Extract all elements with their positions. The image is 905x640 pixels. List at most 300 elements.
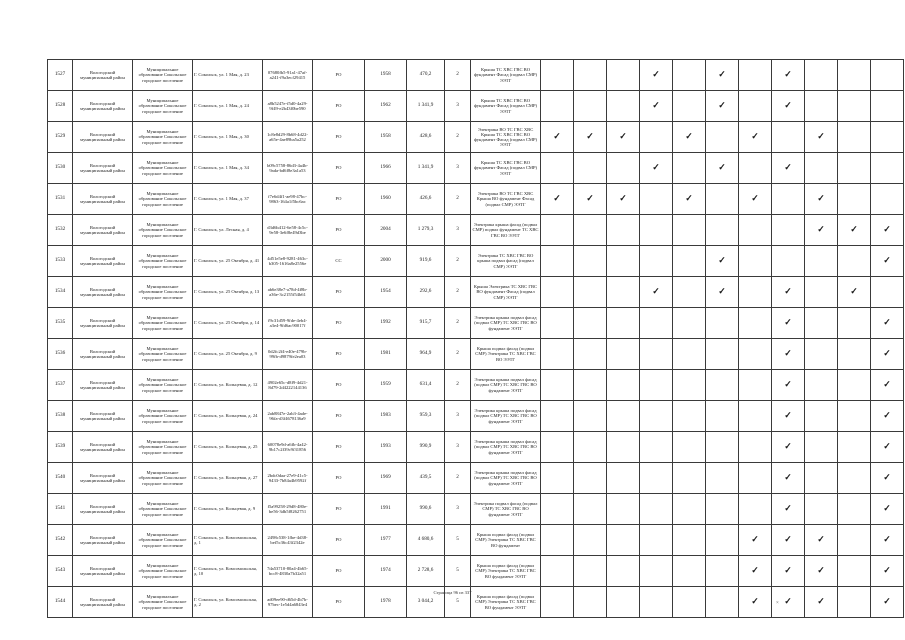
address-cell: Г. Сокольск, ул. 25 Октября, д. 9 xyxy=(193,339,263,370)
check-cell xyxy=(541,432,574,463)
table-row xyxy=(48,184,904,215)
guid-cell: 07680fb5-91a1-47af-a241-f9a3ecf29415 xyxy=(263,60,313,91)
guid-cell: 7da53710-80a4-4b65-bcc8-4830a7b32a51 xyxy=(263,556,313,587)
check-cell: ✓ xyxy=(871,339,904,370)
check-cell: ✓ xyxy=(706,91,739,122)
area-cell: 428,6 xyxy=(407,122,445,153)
check-cell xyxy=(541,339,574,370)
check-cell xyxy=(871,122,904,153)
check-cell: ✓ xyxy=(871,525,904,556)
check-cell xyxy=(706,556,739,587)
address-cell: Г. Сокольск, ул. Комсомольская, д. 10 xyxy=(193,556,263,587)
row-number: 1538 xyxy=(48,401,73,432)
check-cell xyxy=(739,91,772,122)
check-cell: ✓ xyxy=(607,122,640,153)
check-cell: ✓ xyxy=(871,370,904,401)
check-cell xyxy=(607,339,640,370)
check-cell xyxy=(739,370,772,401)
check-cell: ✓ xyxy=(805,556,838,587)
works-cell: Электрика ТС ХВС ГВС ВО крыша подвал фасад (подвал СМР) ЭЭТГ xyxy=(471,246,541,277)
row-number: 1531 xyxy=(48,184,73,215)
check-cell: ✓ xyxy=(574,122,607,153)
check-cell xyxy=(871,91,904,122)
check-cell xyxy=(805,494,838,525)
row-number: 1544 xyxy=(48,587,73,618)
check-cell: ✓ xyxy=(871,494,904,525)
area-cell: 1 341,9 xyxy=(407,91,445,122)
check-cell xyxy=(640,122,673,153)
check-cell xyxy=(739,277,772,308)
check-cell: ✓ xyxy=(541,122,574,153)
check-cell xyxy=(673,215,706,246)
floors-cell: 2 xyxy=(445,184,471,215)
check-cell xyxy=(739,60,772,91)
check-cell xyxy=(838,91,871,122)
check-cell xyxy=(541,308,574,339)
check-cell: ✓ xyxy=(541,184,574,215)
check-cell xyxy=(871,60,904,91)
area-cell: 631,4 xyxy=(407,370,445,401)
settlement-cell: Муниципальное образование Сокольское городское поселение xyxy=(133,215,193,246)
check-cell xyxy=(541,153,574,184)
check-cell: ✓ xyxy=(871,556,904,587)
area-cell: 959,3 xyxy=(407,401,445,432)
check-cell xyxy=(838,60,871,91)
floors-cell: 2 xyxy=(445,246,471,277)
works-cell: Крыша Электрика ТС ХВС ГВС ВО фундамент Фасад (подвал СМР) ЭЭТГ xyxy=(471,277,541,308)
check-cell xyxy=(574,339,607,370)
check-cell xyxy=(574,494,607,525)
check-cell xyxy=(805,60,838,91)
check-cell: ✓ xyxy=(739,122,772,153)
year-cell: 2004 xyxy=(365,215,407,246)
check-cell xyxy=(607,432,640,463)
check-cell xyxy=(607,153,640,184)
check-cell: ✓ xyxy=(871,308,904,339)
check-cell xyxy=(805,153,838,184)
table-row xyxy=(48,60,904,91)
table-row xyxy=(48,339,904,370)
check-cell xyxy=(805,432,838,463)
type-cell: РО xyxy=(313,401,365,432)
address-cell: Г. Сокольск, ул. Кольцевая, д. 27 xyxy=(193,463,263,494)
check-cell xyxy=(607,60,640,91)
check-cell xyxy=(640,494,673,525)
check-cell: ✓ xyxy=(772,587,805,618)
check-cell xyxy=(838,463,871,494)
check-cell xyxy=(838,339,871,370)
check-cell xyxy=(574,401,607,432)
check-cell: ✓ xyxy=(706,153,739,184)
check-cell xyxy=(838,184,871,215)
area-cell: 2 728,6 xyxy=(407,556,445,587)
area-cell: 1 341,9 xyxy=(407,153,445,184)
guid-cell: 4d51e5e8-9281-463c-b305-1616a8e2556e xyxy=(263,246,313,277)
table-row xyxy=(48,556,904,587)
check-cell xyxy=(640,432,673,463)
check-cell xyxy=(673,370,706,401)
check-cell: ✓ xyxy=(673,122,706,153)
guid-cell: a8b5247e-f5d0-4a29-9f49-e2b43f0be590 xyxy=(263,91,313,122)
check-cell: ✓ xyxy=(805,184,838,215)
check-cell xyxy=(838,401,871,432)
check-cell xyxy=(574,215,607,246)
type-cell: РО xyxy=(313,277,365,308)
check-cell xyxy=(607,370,640,401)
address-cell: Г. Сокольск, ул. Кольцевая, д. 12 xyxy=(193,370,263,401)
year-cell: 1992 xyxy=(365,308,407,339)
check-cell xyxy=(706,122,739,153)
check-cell xyxy=(838,525,871,556)
check-cell xyxy=(541,91,574,122)
guid-cell: d3d6b412-6e58-4c5c-9e58-3e6f8e49d3be xyxy=(263,215,313,246)
check-cell xyxy=(706,463,739,494)
floors-cell: 2 xyxy=(445,277,471,308)
check-cell: ✓ xyxy=(805,215,838,246)
check-cell xyxy=(673,153,706,184)
district-cell: Вологодский муниципальный район xyxy=(73,215,133,246)
guid-cell: 2bdc0daa-27e9-41c5-9433-7b84a4b9592f xyxy=(263,463,313,494)
check-cell xyxy=(640,308,673,339)
year-cell: 1969 xyxy=(365,463,407,494)
check-cell xyxy=(673,401,706,432)
check-cell xyxy=(607,556,640,587)
type-cell: РО xyxy=(313,556,365,587)
check-cell: ✓ xyxy=(871,587,904,618)
check-cell: ✓ xyxy=(772,494,805,525)
area-cell: 4 680,6 xyxy=(407,525,445,556)
type-cell: РО xyxy=(313,60,365,91)
guid-cell: 60078e9d-a6fb-4a42-9b17c2f39c9f31856 xyxy=(263,432,313,463)
address-cell: Г. Сокольск, ул. 1 Мая, д. 30 xyxy=(193,122,263,153)
settlement-cell: Муниципальное образование Сокольское городское поселение xyxy=(133,432,193,463)
year-cell: 1960 xyxy=(365,184,407,215)
area-cell: 426,6 xyxy=(407,184,445,215)
table-row xyxy=(48,525,904,556)
check-cell: ✓ xyxy=(772,525,805,556)
settlement-cell: Муниципальное образование Сокольское городское поселение xyxy=(133,370,193,401)
check-cell xyxy=(838,556,871,587)
check-cell xyxy=(574,525,607,556)
check-cell: ✓ xyxy=(772,463,805,494)
check-cell xyxy=(673,277,706,308)
check-cell: ✓ xyxy=(805,525,838,556)
district-cell: Вологодский муниципальный район xyxy=(73,91,133,122)
floors-cell: 3 xyxy=(445,215,471,246)
check-cell xyxy=(673,556,706,587)
address-cell: Г. Сокольск, ул. 1 Мая, д. 34 xyxy=(193,153,263,184)
floors-cell: 2 xyxy=(445,463,471,494)
works-cell: Электрика ВО ТС ГВС ХВС Крыша ВО фундамент Фасад (подвал СМР) ЭЭТГ xyxy=(471,184,541,215)
check-cell xyxy=(574,277,607,308)
year-cell: 1954 xyxy=(365,277,407,308)
check-cell: ✓ xyxy=(871,215,904,246)
check-cell: ✓ xyxy=(772,339,805,370)
floors-cell: 3 xyxy=(445,432,471,463)
check-cell xyxy=(739,494,772,525)
check-cell: ✓ xyxy=(772,60,805,91)
address-cell: Г. Сокольск, ул. 1 Мая, д. 23 xyxy=(193,60,263,91)
row-number: 1527 xyxy=(48,60,73,91)
year-cell: 1958 xyxy=(365,60,407,91)
address-cell: Г. Сокольск, ул. Комсомольская, д. 2 xyxy=(193,587,263,618)
check-cell xyxy=(838,370,871,401)
type-cell: РО xyxy=(313,339,365,370)
works-cell: Электрика крыша подвал фасад (подвал СМР) ТС ХВС ГВС ВО фундамент ЭЭТГ xyxy=(471,432,541,463)
area-cell: 1 279,3 xyxy=(407,215,445,246)
check-cell xyxy=(805,308,838,339)
works-cell: Крыша подвал фасад (подвал СМР) Электрика ТС ХВС ГВС ВО ЭЭТГ xyxy=(471,339,541,370)
check-cell xyxy=(673,91,706,122)
check-cell xyxy=(772,246,805,277)
type-cell: РО xyxy=(313,215,365,246)
check-cell xyxy=(706,494,739,525)
guid-cell: f7e6d4f1-ae98-47bc-9863-164a1f5bc6ac xyxy=(263,184,313,215)
address-cell: Г. Сокольск, ул. Кольцевая, д. 25 xyxy=(193,432,263,463)
register-table-body xyxy=(48,60,904,618)
check-cell xyxy=(805,277,838,308)
check-cell xyxy=(574,91,607,122)
district-cell: Вологодский муниципальный район xyxy=(73,432,133,463)
settlement-cell: Муниципальное образование Сокольское городское поселение xyxy=(133,401,193,432)
row-number: 1534 xyxy=(48,277,73,308)
check-cell xyxy=(541,494,574,525)
guid-cell: f9c31d59-9fde-4eb4-a3e4-9fd6ac90017f xyxy=(263,308,313,339)
check-cell xyxy=(640,215,673,246)
check-cell xyxy=(574,370,607,401)
check-cell xyxy=(541,246,574,277)
table-row xyxy=(48,91,904,122)
check-cell xyxy=(706,184,739,215)
check-cell xyxy=(640,463,673,494)
area-cell: 964,9 xyxy=(407,339,445,370)
check-cell xyxy=(541,525,574,556)
check-cell xyxy=(838,153,871,184)
settlement-cell: Муниципальное образование Сокольское городское поселение xyxy=(133,556,193,587)
check-cell xyxy=(541,370,574,401)
check-cell: ✓ xyxy=(640,91,673,122)
guid-cell: b09c5758-86d3-4a4b-9ada-bd6f8e3a1a53 xyxy=(263,153,313,184)
check-cell: ✓ xyxy=(772,153,805,184)
check-cell xyxy=(871,277,904,308)
area-cell: 990,9 xyxy=(407,432,445,463)
check-cell xyxy=(574,153,607,184)
district-cell: Вологодский муниципальный район xyxy=(73,494,133,525)
check-cell: ✓ xyxy=(607,184,640,215)
row-number: 1539 xyxy=(48,432,73,463)
type-cell: РО xyxy=(313,587,365,618)
settlement-cell: Муниципальное образование Сокольское городское поселение xyxy=(133,91,193,122)
settlement-cell: Муниципальное образование Сокольское городское поселение xyxy=(133,122,193,153)
check-cell: ✓ xyxy=(772,432,805,463)
corner-mark: × xyxy=(776,601,779,606)
check-cell xyxy=(739,401,772,432)
check-cell xyxy=(541,463,574,494)
check-cell xyxy=(541,556,574,587)
check-cell xyxy=(706,370,739,401)
check-cell xyxy=(706,525,739,556)
check-cell xyxy=(739,215,772,246)
check-cell xyxy=(574,60,607,91)
check-cell xyxy=(607,308,640,339)
works-cell: Крыша ТС ХВС ГВС ВО фундамент Фасад (подвал СМР) ЭЭТГ xyxy=(471,60,541,91)
check-cell xyxy=(838,494,871,525)
check-cell: ✓ xyxy=(574,184,607,215)
district-cell: Вологодский муниципальный район xyxy=(73,339,133,370)
floors-cell: 5 xyxy=(445,556,471,587)
check-cell: ✓ xyxy=(772,277,805,308)
works-cell: Крыша ТС ХВС ГВС ВО фундамент Фасад (подвал СМР) ЭЭТГ xyxy=(471,91,541,122)
settlement-cell: Муниципальное образование Сокольское городское поселение xyxy=(133,184,193,215)
area-cell: 470,2 xyxy=(407,60,445,91)
floors-cell: 3 xyxy=(445,91,471,122)
check-cell: ✓ xyxy=(739,587,772,618)
check-cell xyxy=(706,401,739,432)
year-cell: 1993 xyxy=(365,432,407,463)
floors-cell: 2 xyxy=(445,370,471,401)
type-cell: РО xyxy=(313,122,365,153)
check-cell: ✓ xyxy=(871,246,904,277)
settlement-cell: Муниципальное образование Сокольское городское поселение xyxy=(133,339,193,370)
row-number: 1541 xyxy=(48,494,73,525)
floors-cell: 5 xyxy=(445,587,471,618)
row-number: 1536 xyxy=(48,339,73,370)
year-cell: 1962 xyxy=(365,91,407,122)
floors-cell: 5 xyxy=(445,525,471,556)
check-cell: ✓ xyxy=(772,370,805,401)
check-cell xyxy=(706,308,739,339)
area-cell: 919,6 xyxy=(407,246,445,277)
district-cell: Вологодский муниципальный район xyxy=(73,153,133,184)
check-cell: ✓ xyxy=(871,463,904,494)
row-number: 1542 xyxy=(48,525,73,556)
row-number: 1537 xyxy=(48,370,73,401)
district-cell: Вологодский муниципальный район xyxy=(73,587,133,618)
floors-cell: 3 xyxy=(445,401,471,432)
year-cell: 1981 xyxy=(365,339,407,370)
table-row xyxy=(48,153,904,184)
area-cell: 439,5 xyxy=(407,463,445,494)
district-cell: Вологодский муниципальный район xyxy=(73,184,133,215)
address-cell: Г. Сокольск, ул. 25 Октября, д. 14 xyxy=(193,308,263,339)
check-cell xyxy=(607,525,640,556)
table-row xyxy=(48,494,904,525)
check-cell: ✓ xyxy=(706,277,739,308)
table-row xyxy=(48,122,904,153)
check-cell xyxy=(838,246,871,277)
works-cell: Электрика крыша подвал фасад (подвал СМР) ТС ХВС ГВС ВО фундамент ЭЭТГ xyxy=(471,463,541,494)
check-cell: ✓ xyxy=(673,184,706,215)
row-number: 1528 xyxy=(48,91,73,122)
check-cell xyxy=(574,308,607,339)
settlement-cell: Муниципальное образование Сокольское городское поселение xyxy=(133,463,193,494)
works-cell: Электрика крыша подвал фасад (подвал СМР) ТС ХВС ГВС ВО фундамент ЭЭТГ xyxy=(471,401,541,432)
check-cell xyxy=(673,246,706,277)
table-row xyxy=(48,215,904,246)
check-cell: ✓ xyxy=(772,556,805,587)
address-cell: Г. Сокольск, ул. 25 Октября, д. 41 xyxy=(193,246,263,277)
check-cell xyxy=(541,401,574,432)
works-cell: Электрика крыша подвал фасад (подвал СМР) ТС ХВС ГВС ВО фундамент ЭЭТГ xyxy=(471,308,541,339)
address-cell: Г. Сокольск, ул. 1 Мая, д. 37 xyxy=(193,184,263,215)
check-cell xyxy=(607,463,640,494)
check-cell: ✓ xyxy=(871,401,904,432)
check-cell xyxy=(673,339,706,370)
guid-cell: 2498c538-1fbe-4d38-bef5c36c43f2342e xyxy=(263,525,313,556)
type-cell: РО xyxy=(313,184,365,215)
check-cell: ✓ xyxy=(805,122,838,153)
district-cell: Вологодский муниципальный район xyxy=(73,277,133,308)
guid-cell: ad09ee90-d65d-4b7b-97bec-1e5d4a6843e4 xyxy=(263,587,313,618)
check-cell xyxy=(772,184,805,215)
check-cell: ✓ xyxy=(838,215,871,246)
check-cell xyxy=(838,432,871,463)
row-number: 1530 xyxy=(48,153,73,184)
check-cell: ✓ xyxy=(640,277,673,308)
type-cell: СС xyxy=(313,246,365,277)
check-cell: ✓ xyxy=(739,184,772,215)
check-cell: ✓ xyxy=(772,401,805,432)
guid-cell: 1c8e8d29-8b68-4d22-a65e-4ae89ba5a252 xyxy=(263,122,313,153)
row-number: 1535 xyxy=(48,308,73,339)
check-cell: ✓ xyxy=(838,277,871,308)
row-number: 1540 xyxy=(48,463,73,494)
check-cell xyxy=(805,91,838,122)
works-cell: Электрика ВО ТС ГВС ХВС Крыша ТС ХВС ГВС ВО фундамент Фасад (подвал СМР) ЭЭТГ xyxy=(471,122,541,153)
row-number: 1529 xyxy=(48,122,73,153)
area-cell: 915,7 xyxy=(407,308,445,339)
works-cell: Крыша подвал фасад (подвал СМР) Электрика ТС ХВС ГВС ВО фундамент ЭЭТГ xyxy=(471,587,541,618)
district-cell: Вологодский муниципальный район xyxy=(73,463,133,494)
works-cell: Электрика крыша фасад (подвал СМР) подвал фундамент ТС ХВС ГВС ВО ЭЭТГ xyxy=(471,215,541,246)
check-cell xyxy=(871,184,904,215)
floors-cell: 2 xyxy=(445,122,471,153)
type-cell: РО xyxy=(313,153,365,184)
table-row xyxy=(48,277,904,308)
check-cell xyxy=(772,215,805,246)
check-cell xyxy=(640,525,673,556)
check-cell xyxy=(640,339,673,370)
check-cell xyxy=(739,432,772,463)
district-cell: Вологодский муниципальный район xyxy=(73,60,133,91)
year-cell: 1983 xyxy=(365,401,407,432)
settlement-cell: Муниципальное образование Сокольское городское поселение xyxy=(133,153,193,184)
check-cell xyxy=(739,308,772,339)
table-row xyxy=(48,432,904,463)
address-cell: Г. Сокольск, ул. 25 Октября, д. 13 xyxy=(193,277,263,308)
check-cell xyxy=(607,246,640,277)
district-cell: Вологодский муниципальный район xyxy=(73,556,133,587)
check-cell xyxy=(607,215,640,246)
check-cell xyxy=(541,215,574,246)
row-number: 1532 xyxy=(48,215,73,246)
check-cell xyxy=(574,432,607,463)
area-cell: 292,6 xyxy=(407,277,445,308)
check-cell xyxy=(673,432,706,463)
year-cell: 1978 xyxy=(365,587,407,618)
year-cell: 1991 xyxy=(365,494,407,525)
type-cell: РО xyxy=(313,432,365,463)
district-cell: Вологодский муниципальный район xyxy=(73,401,133,432)
address-cell: Г. Сокольск, ул. Кольцевая, д. 24 xyxy=(193,401,263,432)
check-cell: ✓ xyxy=(706,60,739,91)
check-cell xyxy=(805,401,838,432)
check-cell xyxy=(673,308,706,339)
year-cell: 1977 xyxy=(365,525,407,556)
works-cell: Крыша подвал фасад (подвал СМР) Электрика ТС ХВС ГВС ВО фундамент ЭЭТГ xyxy=(471,556,541,587)
floors-cell: 3 xyxy=(445,153,471,184)
check-cell xyxy=(772,122,805,153)
